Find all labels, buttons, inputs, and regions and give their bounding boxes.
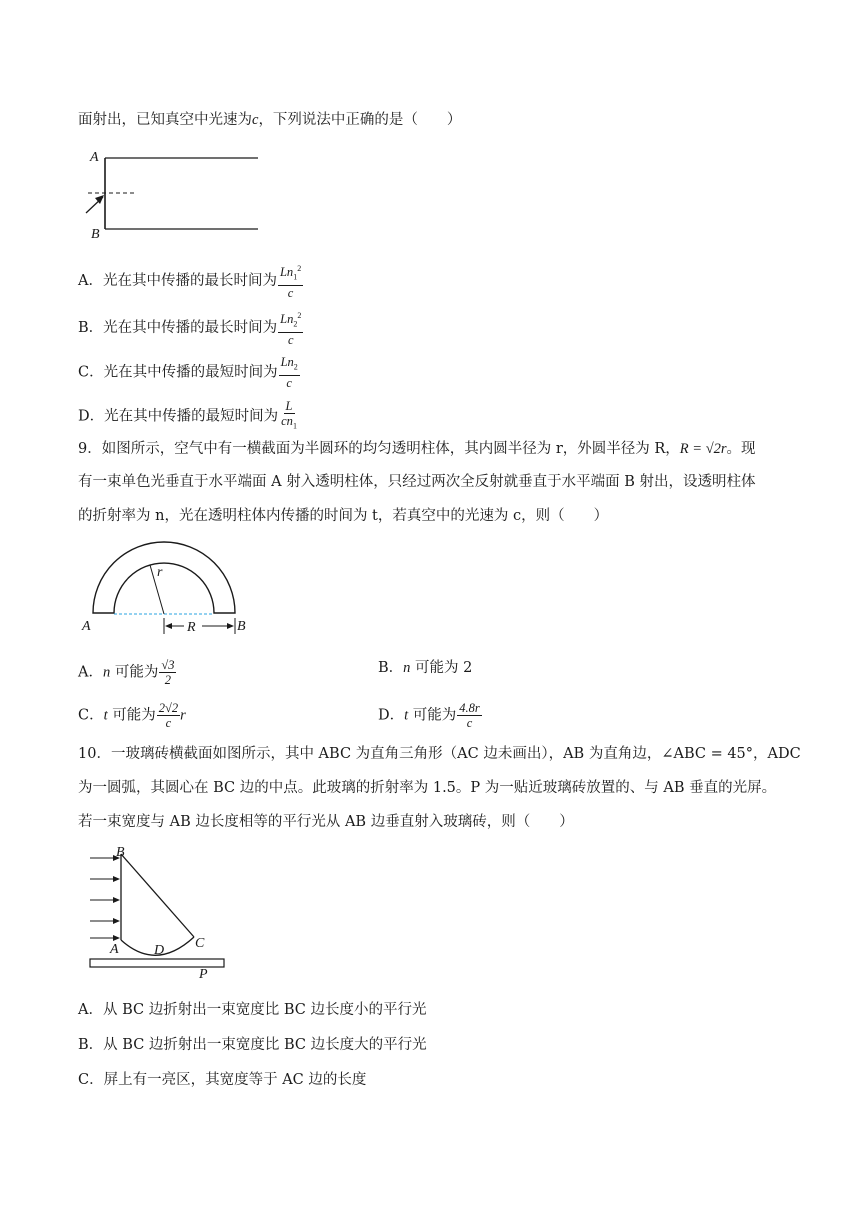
- q8-label-a: A: [90, 150, 99, 165]
- q8-figure: [84, 144, 264, 244]
- q9-option-a: A．n 可能为 $\frac{√3}{2}$: [78, 658, 175, 687]
- q10-label-b: B: [116, 845, 125, 860]
- q10-stem-line1: 10．一玻璃砖横截面如图所示，其中 ABC 为直角三角形（AC 边未画出），AB 为直角边，∠ABC = 45°，ADC: [78, 746, 801, 762]
- q9-option-d: D．t 可能为 $\frac{4.8r}{c}$: [378, 701, 480, 730]
- q9-stem-line3: 的折射率为 n，光在透明柱体内传播的时间为 t，若真空中的光速为 c，则（ ）: [78, 508, 609, 524]
- q8-option-a: A．光在其中传播的最长时间为 $\frac{Ln_1^2}{c}$: [78, 264, 302, 300]
- q10-label-a: A: [110, 942, 119, 957]
- q10-label-p: P: [199, 967, 208, 982]
- q9-label-R: R: [187, 620, 196, 635]
- q8-stem: 面射出，已知真空中光速为c，下列说法中正确的是（ ）: [78, 112, 462, 128]
- q10-stem-line2: 为一圆弧，其圆心在 BC 边的中点。此玻璃的折射率为 1.5。P 为一贴近玻璃砖放置的、与 AB 垂直的光屏。: [78, 780, 777, 796]
- q9-label-a: A: [82, 619, 91, 634]
- q9-figure: [80, 538, 260, 638]
- q8-label-b: B: [91, 227, 100, 242]
- q8-option-b: B．光在其中传播的最长时间为 $\frac{Ln_2^2}{c}$: [78, 311, 302, 347]
- q8-option-d: D．光在其中传播的最短时间为 $\frac{L}{cn_1}$: [78, 399, 297, 431]
- q9-label-b: B: [237, 619, 246, 634]
- q10-option-c: C．屏上有一亮区，其宽度等于 AC 边的长度: [78, 1072, 367, 1088]
- q9-option-b: B．n 可能为 2: [378, 660, 473, 676]
- q10-option-a: A．从 BC 边折射出一束宽度比 BC 边长度小的平行光: [78, 1002, 427, 1018]
- q9-option-c: C．t 可能为 $\frac{2√2}{c}$ r: [78, 701, 186, 730]
- q10-label-c: C: [195, 936, 205, 951]
- q9-label-r: r: [157, 565, 163, 580]
- q9-stem-line1: 9．如图所示，空气中有一横截面为半圆环的均匀透明柱体，其内圆半径为 r，外圆半径为 R，R = √2r。现: [78, 441, 756, 457]
- q10-stem-line3: 若一束宽度与 AB 边长度相等的平行光从 AB 边垂直射入玻璃砖，则（ ）: [78, 814, 574, 830]
- q10-label-d: D: [154, 943, 165, 958]
- q9-stem-line2: 有一束单色光垂直于水平端面 A 射入透明柱体，只经过两次全反射就垂直于水平端面 B 射出，设透明柱体: [78, 474, 756, 490]
- q10-option-b: B．从 BC 边折射出一束宽度比 BC 边长度大的平行光: [78, 1037, 427, 1053]
- q8-option-c: C．光在其中传播的最短时间为 $\frac{Ln_2}{c}$: [78, 355, 298, 390]
- q10-figure: [86, 842, 236, 982]
